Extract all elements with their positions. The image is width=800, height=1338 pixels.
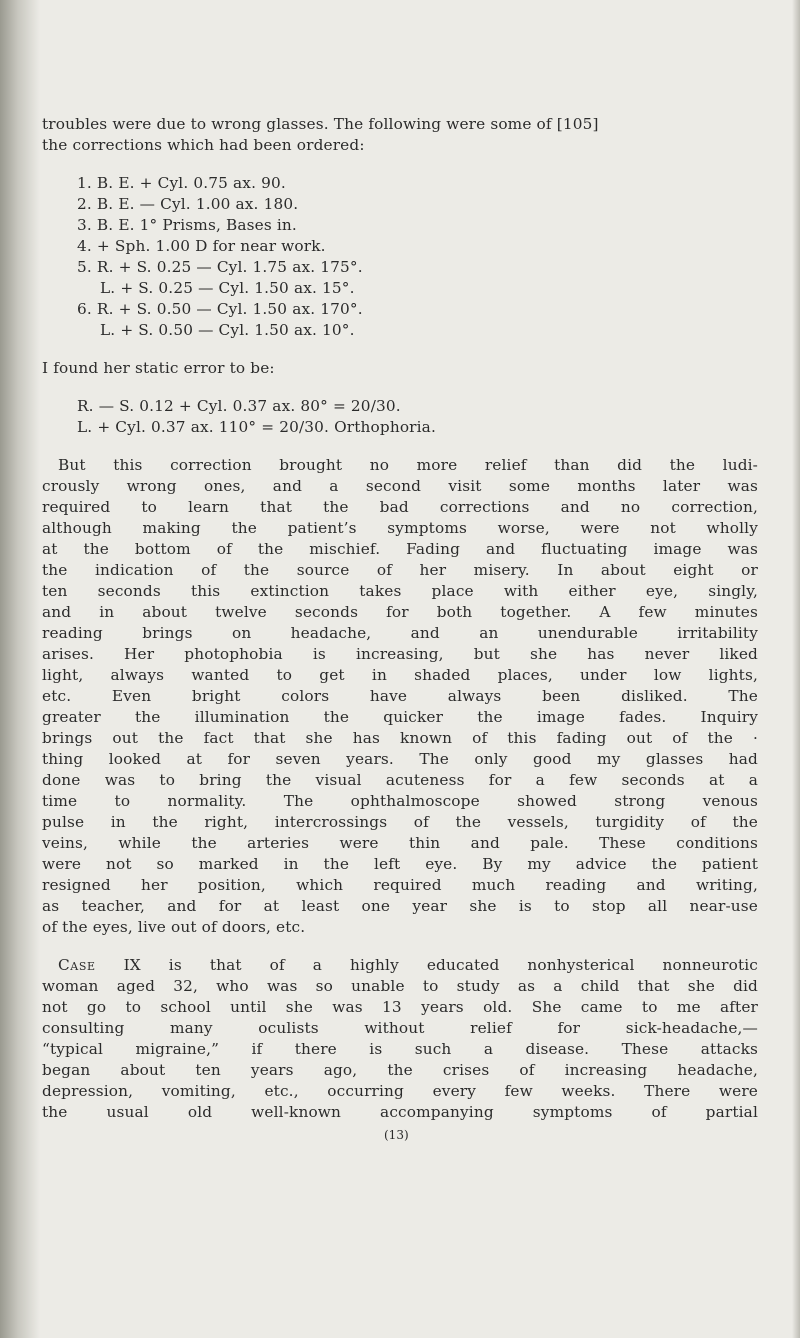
paragraph-line: although making the patient’s symptoms worse, were not wholly bbox=[42, 519, 758, 537]
paragraph-line: the usual old well-known accompanying symptoms of partial bbox=[42, 1103, 758, 1121]
paragraph-line: greater the illumination the quicker the image fades. Inquiry bbox=[42, 708, 758, 726]
paragraph-line: depression, vomiting, etc., occurring every few weeks. There were bbox=[42, 1082, 758, 1100]
paragraph-line: But this correction brought no more relief than did the ludi- bbox=[58, 456, 758, 474]
paragraph-line: woman aged 32, who was so unable to study as a child that she did bbox=[42, 977, 758, 995]
paragraph-line: consulting many oculists without relief for sick-headache,— bbox=[42, 1019, 758, 1037]
text-line: the corrections which had been ordered: bbox=[42, 136, 365, 154]
paragraph-line: light, always wanted to get in shaded places, under low lights, bbox=[42, 666, 758, 684]
paragraph-line: brings out the fact that she has known of this fading out of the · bbox=[42, 729, 758, 747]
paragraph-line: ten seconds this extinction takes place with either eye, singly, bbox=[42, 582, 758, 600]
case-ix-first-line bbox=[58, 956, 758, 974]
paragraph-line: done was to bring the visual acuteness for a few seconds at a bbox=[42, 771, 758, 789]
paragraph-line: “typical migraine,” if there is such a disease. These attacks bbox=[42, 1040, 758, 1058]
page-edge-shadow-right bbox=[792, 0, 800, 1338]
correction-item: 5. R. + S. 0.25 — Cyl. 1.75 ax. 175°. bbox=[77, 258, 363, 276]
case-label: Case bbox=[58, 956, 96, 974]
paragraph-line: and in about twelve seconds for both together. A few minutes bbox=[42, 603, 758, 621]
correction-item: 6. R. + S. 0.50 — Cyl. 1.50 ax. 170°. bbox=[77, 300, 363, 318]
case-first-line-text: IX is that of a highly educated nonhysterical nonneurotic bbox=[95, 956, 758, 974]
correction-item: 1. B. E. + Cyl. 0.75 ax. 90. bbox=[77, 174, 286, 192]
paragraph-line: were not so marked in the left eye. By my advice the patient bbox=[42, 855, 758, 873]
correction-item: 3. B. E. 1° Prisms, Bases in. bbox=[77, 216, 297, 234]
paragraph-line: not go to school until she was 13 years old. She came to me after bbox=[42, 998, 758, 1016]
correction-item: 2. B. E. — Cyl. 1.00 ax. 180. bbox=[77, 195, 299, 213]
static-error-right: R. — S. 0.12 + Cyl. 0.37 ax. 80° = 20/30. bbox=[77, 397, 401, 415]
paragraph-line: as teacher, and for at least one year she is to stop all near-use bbox=[42, 897, 758, 915]
paragraph-line: arises. Her photophobia is increasing, but she has never liked bbox=[42, 645, 758, 663]
paragraph-line: resigned her position, which required much reading and writing, bbox=[42, 876, 758, 894]
paragraph-line: pulse in the right, intercrossings of the vessels, turgidity of the bbox=[42, 813, 758, 831]
text-line: troubles were due to wrong glasses. The following were some of [105] bbox=[42, 115, 599, 133]
paragraph-line: at the bottom of the mischief. Fading and fluctuating image was bbox=[42, 540, 758, 558]
page-edge-shadow bbox=[0, 0, 40, 1338]
static-error-intro: I found her static error to be: bbox=[42, 359, 275, 377]
paragraph-line: reading brings on headache, and an unendurable irritability bbox=[42, 624, 758, 642]
paragraph-line: etc. Even bright colors have always been disliked. The bbox=[42, 687, 758, 705]
page-number: (13) bbox=[384, 1128, 409, 1142]
paragraph-line: veins, while the arteries were thin and pale. These conditions bbox=[42, 834, 758, 852]
correction-item: 4. + Sph. 1.00 D for near work. bbox=[77, 237, 326, 255]
paragraph-line: crously wrong ones, and a second visit some months later was bbox=[42, 477, 758, 495]
paragraph-line: time to normality. The ophthalmoscope showed strong venous bbox=[42, 792, 758, 810]
paragraph-line: began about ten years ago, the crises of increasing headache, bbox=[42, 1061, 758, 1079]
static-error-left: L. + Cyl. 0.37 ax. 110° = 20/30. Orthophoria. bbox=[77, 418, 436, 436]
correction-item: L. + S. 0.50 — Cyl. 1.50 ax. 10°. bbox=[100, 321, 355, 339]
paragraph-line: of the eyes, live out of doors, etc. bbox=[42, 918, 306, 936]
paragraph-line: thing looked at for seven years. The only good my glasses had bbox=[42, 750, 758, 768]
paragraph-line: the indication of the source of her misery. In about eight or bbox=[42, 561, 758, 579]
paragraph-line: required to learn that the bad corrections and no correction, bbox=[42, 498, 758, 516]
correction-item: L. + S. 0.25 — Cyl. 1.50 ax. 15°. bbox=[100, 279, 355, 297]
